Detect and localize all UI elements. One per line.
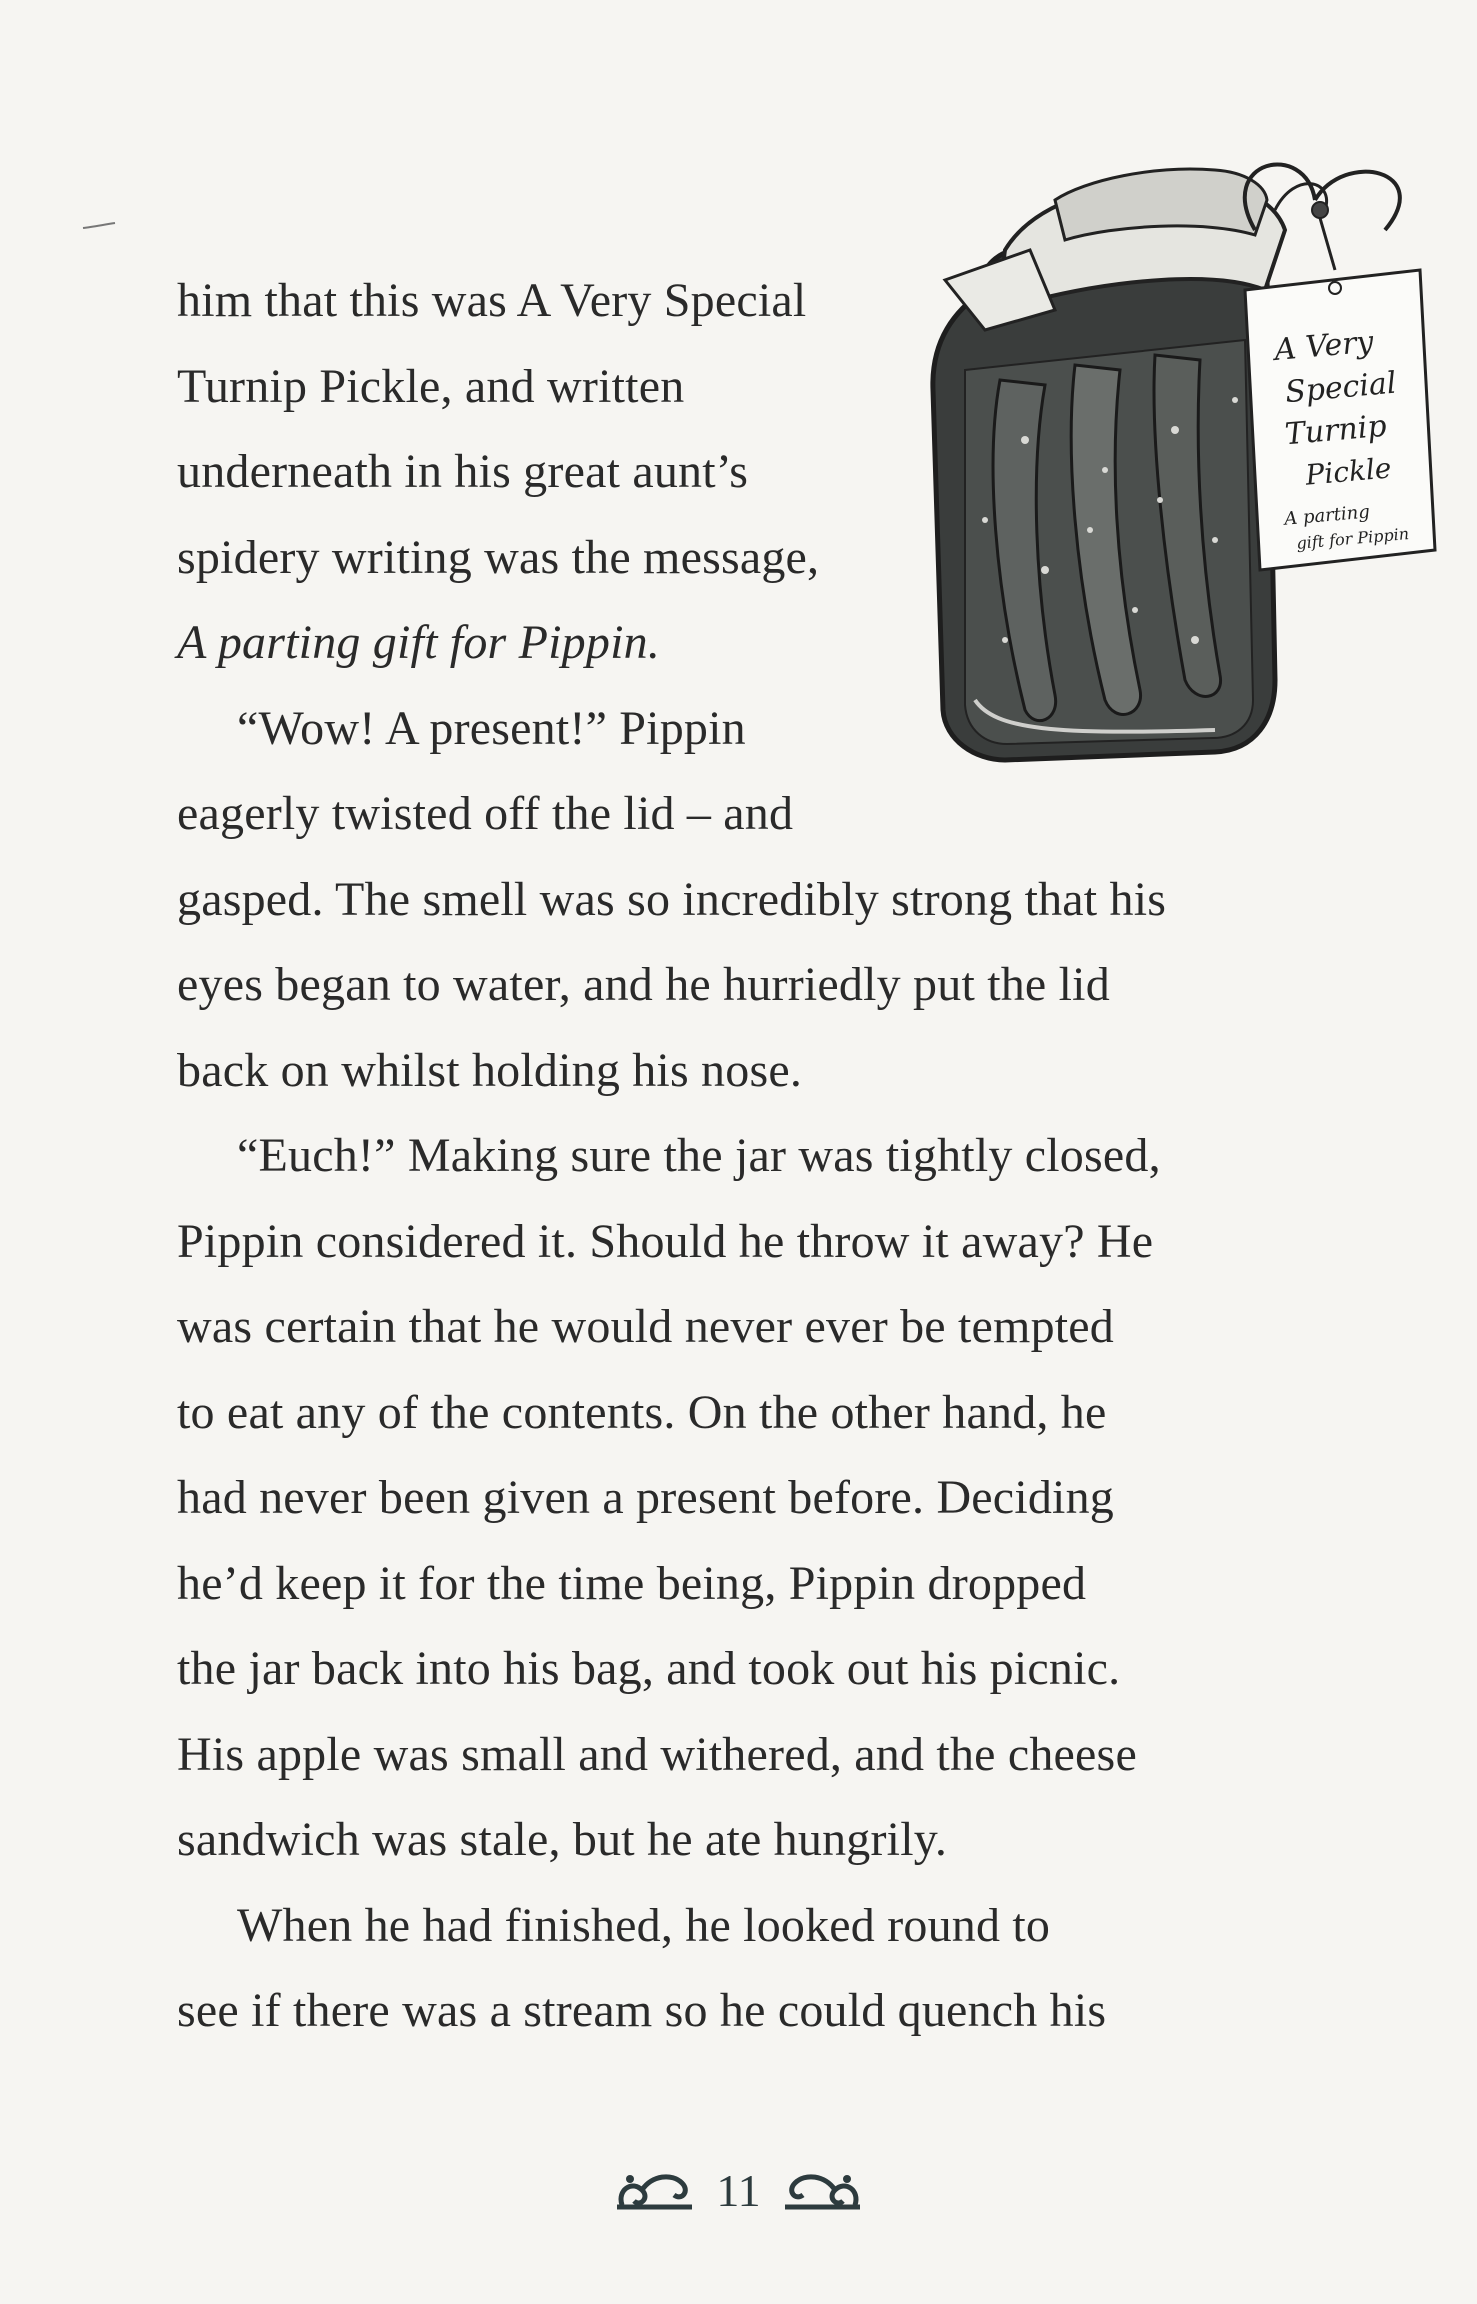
text-line: spidery writing was the message,: [177, 530, 820, 584]
tag-label-line-2: Special: [1283, 365, 1398, 411]
page-number: 11: [716, 2164, 761, 2216]
text-line-paragraph-start: “Wow! A present!” Pippin: [237, 701, 746, 755]
tag-label-line-1: A Very: [1273, 324, 1375, 368]
text-line-paragraph-start: When he had finished, he looked round to: [237, 1898, 1051, 1952]
text-line: Pippin considered it. Should he throw it away? He: [177, 1214, 1154, 1268]
text-line: eagerly twisted off the lid – and: [177, 787, 794, 840]
text-line: see if there was a stream so he could quench his: [177, 1984, 1107, 2037]
text-line: back on whilst holding his nose.: [177, 1043, 803, 1097]
tag-label-line-3: Turnip: [1283, 408, 1388, 453]
text-line: gasped. The smell was so incredibly strong that his: [177, 872, 1167, 926]
text-line: His apple was small and withered, and the cheese: [177, 1727, 1137, 1781]
text-line: Turnip Pickle, and written: [177, 359, 685, 413]
text-line: him that this was A Very Special: [177, 274, 807, 327]
text-line: sandwich was stale, but he ate hungrily.: [177, 1813, 948, 1866]
body-text: [177, 258, 1317, 2054]
text-line: underneath in his great aunt’s: [177, 445, 749, 498]
text-line: the jar back into his bag, and took out his picnic.: [177, 1642, 1121, 1695]
text-line: had never been given a present before. Deciding: [177, 1471, 1114, 1524]
page-footer: [0, 2150, 1477, 2230]
text-line-paragraph-start: “Euch!” Making sure the jar was tightly closed,: [237, 1129, 1161, 1182]
left-ornament-icon: [612, 2165, 698, 2215]
tag-subtitle-line-2: gift for Pippin: [1295, 524, 1410, 553]
text-line-italic: A parting gift for Pippin.: [177, 616, 661, 669]
tag-subtitle-line-1: A parting: [1283, 501, 1371, 530]
right-ornament-icon: [779, 2165, 865, 2215]
text-line: eyes began to water, and he hurriedly put the lid: [177, 958, 1110, 1011]
text-line: to eat any of the contents. On the other hand, he: [177, 1385, 1107, 1439]
tag-label-line-4: Pickle: [1304, 451, 1393, 492]
text-line: was certain that he would never ever be tempted: [177, 1300, 1115, 1353]
stray-ink-mark: [82, 222, 116, 230]
text-line: he’d keep it for the time being, Pippin dropped: [177, 1556, 1087, 1610]
